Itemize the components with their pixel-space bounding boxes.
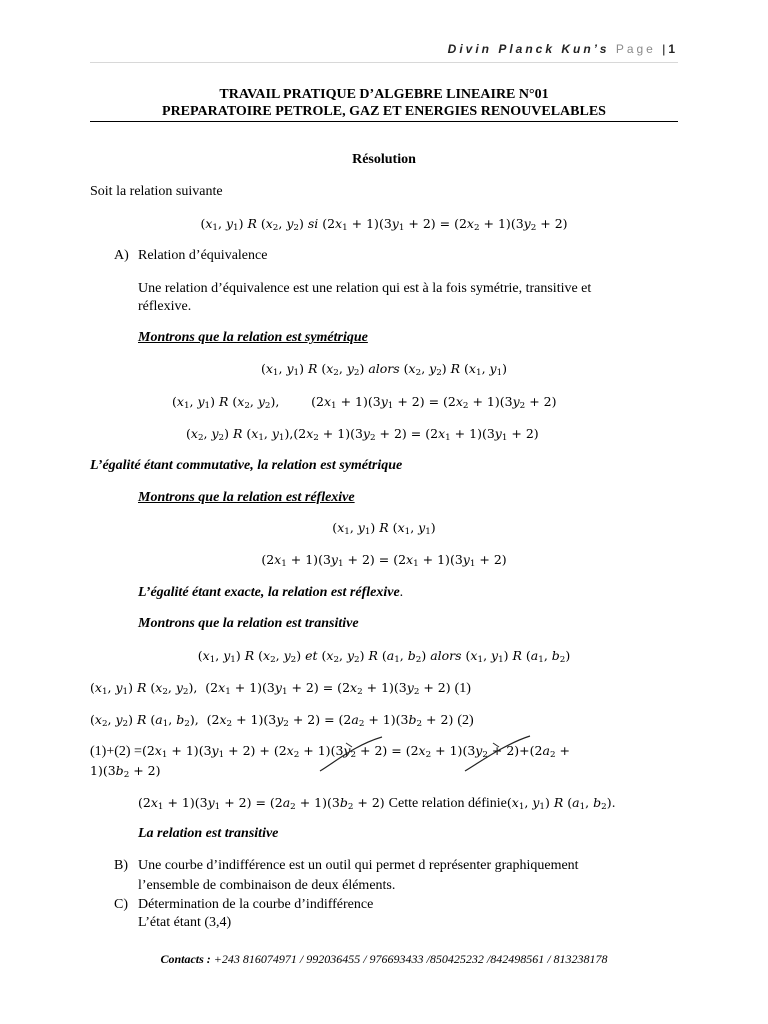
equivalence-definition-line-2: réflexive. (138, 299, 192, 314)
definition-text: Cette relation définie (388, 796, 507, 811)
page-label: Page (615, 42, 656, 56)
transitive-equation-1: ($x_1$, $y_1$) R ($x_2$, $y_2$), $(2x_1 + 1)(3y_1 + 2) = (2x_2 + 1)(3y_2 + 2)$ (1) (90, 680, 471, 698)
transitive-result: $(2x_1 + 1)(3y_1 + 2) = (2a_2 + 1)(3b_2 + 2)$ Cette relation $définie(x_1$, $y_1$) R ($a_1$, $b_2$). (138, 795, 616, 813)
equivalence-definition-line-1: Une relation d’équivalence est une relation qui est à la fois symétrie, transitive et (138, 281, 592, 296)
reflexive-heading: Montrons que la relation est réflexive (138, 490, 355, 505)
page-separator: | (662, 42, 669, 56)
page-number: 1 (668, 42, 678, 56)
title-divider (90, 121, 678, 122)
equation-tag-2: (2) (457, 713, 474, 728)
document-title (90, 86, 678, 120)
header-divider (90, 62, 678, 63)
author-name: Divin Planck Kun’s (447, 42, 610, 56)
title-line-1: TRAVAIL PRATIQUE D’ALGEBRE LINEAIRE N°01 (219, 87, 549, 102)
item-a-label: A) (114, 248, 129, 263)
symmetric-step-1: ($x_1$, $y_1$) R ($x_2$, $y_2$), $(2x_1 + 1)(3y_1 + 2) = (2x_2 + 1)(3y_2 + 2)$ (172, 394, 557, 412)
item-c-line-1: Détermination de la courbe d’indifférence (138, 897, 374, 912)
symmetric-step-2: ($x_2$, $y_2$) R ($x_1$, $y_1),(2x_2 + 1)(3y_2 + 2) = (2x_1 + 1)(3y_1 + 2)$ (186, 426, 539, 444)
reflexive-conclusion-line: L’égalité étant exacte, la relation est réflexive. (138, 585, 404, 600)
transitive-heading: Montrons que la relation est transitive (138, 616, 359, 631)
footer-contact-numbers: +243 816074971 / 992036455 / 976693433 /850425232 /842498561 / 813238178 (213, 952, 608, 966)
item-c-label: C) (114, 897, 128, 912)
reflexive-equation: $(2x_1 + 1)(3y_1 + 2) = (2x_1 + 1)(3y_1 + 2)$ (261, 552, 507, 570)
transitive-conclusion: La relation est transitive (138, 826, 279, 841)
section-heading: Résolution (352, 152, 416, 167)
reflexive-conclusion: L’égalité étant exacte, la relation est réflexive (138, 585, 400, 600)
item-b-line-1: Une courbe d’indifférence est un outil qui permet d représenter graphiquement (138, 858, 579, 873)
footer-contacts-label: Contacts : (160, 952, 211, 966)
sum-equation-line-1: $(1)+(2) =(2x_1 + 1)(3y_1 + 2) + (2x_2 + 1)(3y_2 + 2) = (2x_2 + 1)(3y_2 + 2)+(2a_2$ + (90, 743, 570, 761)
page-header (448, 42, 678, 56)
sum-prefix: (1)+(2) = (90, 744, 142, 759)
relation-definition: ($x_1$, $y_1$) R ($x_2$, $y_2$) si $(2x_1 + 1)(3y_1 + 2) = (2x_2 + 1)(3y_2 + 2)$ (200, 216, 568, 234)
intro-text: Soit la relation suivante (90, 184, 223, 199)
transitive-equation-2: ($x_2$, $y_2$) R ($a_1$, $b_2$), $(2x_2 + 1)(3y_2 + 2) = (2a_2 + 1)(3b_2 + 2)$ (2) (90, 712, 474, 730)
symmetric-conclusion: L’égalité étant commutative, la relation est symétrique (90, 458, 403, 473)
symmetric-heading: Montrons que la relation est symétrique (138, 330, 368, 345)
transitive-statement: ($x_1$, $y_1$) R ($x_2$, $y_2$) et ($x_2$, $y_2$) R ($a_1$, $b_2$) alors ($x_1$, $y_1$) R ($a_1$, $b_2$) (197, 648, 571, 666)
sum-equation-line-2: $1)(3b_2 + 2)$ (90, 763, 161, 781)
item-a-title: Relation d’équivalence (138, 248, 268, 263)
page-footer (90, 952, 678, 967)
reflexive-statement: ($x_1$, $y_1$) R ($x_1$, $y_1$) (332, 520, 436, 538)
item-c-line-2: L’état étant (3,4) (138, 915, 232, 930)
equation-tag-1: (1) (454, 681, 471, 696)
item-b-label: B) (114, 858, 128, 873)
title-line-2: PREPARATOIRE PETROLE, GAZ ET ENERGIES RENOUVELABLES (162, 104, 606, 119)
symmetric-statement: ($x_1$, $y_1$) R ($x_2$, $y_2$) alors ($x_2$, $y_2$) R ($x_1$, $y_1$) (260, 361, 508, 379)
item-b-line-2: l’ensemble de combinaison de deux éléments. (138, 878, 396, 893)
